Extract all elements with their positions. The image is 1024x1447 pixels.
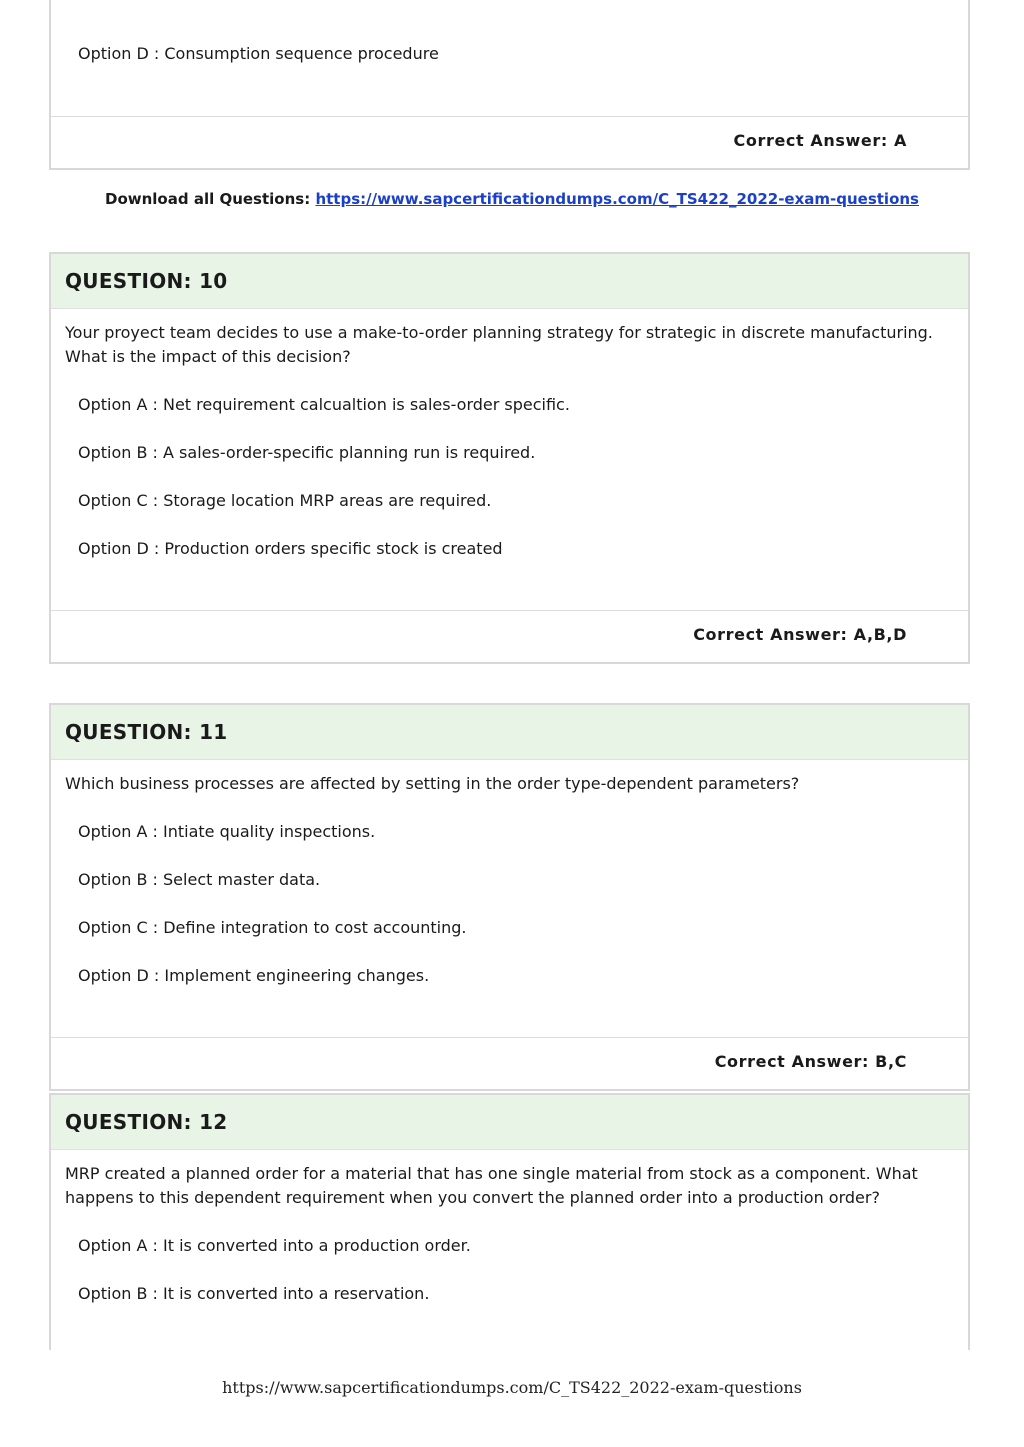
download-label: Download all Questions: xyxy=(105,190,311,208)
correct-answer: Correct Answer: A,B,D xyxy=(693,625,907,644)
question-text: Which business processes are affected by setting in the order type-dependent parameters? xyxy=(65,774,800,793)
answer-row xyxy=(51,116,968,168)
question-text: Your proyect team decides to use a make-to-order planning strategy for strategic in discrete manufacturing. What is the impact of this decision? xyxy=(65,323,933,366)
option-d[interactable]: Option D : Production orders specific stock is created xyxy=(78,539,503,558)
download-link[interactable]: https://www.sapcertificationdumps.com/C_TS422_2022-exam-questions xyxy=(315,190,919,208)
option-c[interactable]: Option C : Storage location MRP areas are required. xyxy=(78,491,492,510)
answer-row xyxy=(51,610,968,662)
option-b[interactable]: Option B : Select master data. xyxy=(78,870,321,889)
option-c[interactable]: Option C : Define integration to cost accounting. xyxy=(78,918,467,937)
question-card-12 xyxy=(49,1093,970,1350)
correct-answer: Correct Answer: B,C xyxy=(714,1052,907,1071)
option-d: Option D : Consumption sequence procedure xyxy=(78,44,439,63)
option-a[interactable]: Option A : Net requirement calcualtion is sales-order specific. xyxy=(78,395,570,414)
question-text: MRP created a planned order for a material that has one single material from stock as a component. What happens to this dependent requirement when you convert the planned order into a production order? xyxy=(65,1164,918,1207)
question-title: QUESTION: 10 xyxy=(51,254,968,309)
question-card-9-tail xyxy=(49,0,970,170)
question-card-10 xyxy=(49,252,970,664)
question-card-11 xyxy=(49,703,970,1091)
option-a[interactable]: Option A : It is converted into a production order. xyxy=(78,1236,471,1255)
page-footer-url: https://www.sapcertificationdumps.com/C_TS422_2022-exam-questions xyxy=(222,1378,802,1397)
option-d[interactable]: Option D : Implement engineering changes. xyxy=(78,966,430,985)
correct-answer: Correct Answer: A xyxy=(733,131,907,150)
answer-row xyxy=(51,1037,968,1089)
question-title: QUESTION: 11 xyxy=(51,705,968,760)
question-title: QUESTION: 12 xyxy=(51,1095,968,1150)
download-line xyxy=(0,190,1024,208)
option-a[interactable]: Option A : Intiate quality inspections. xyxy=(78,822,376,841)
option-b[interactable]: Option B : A sales-order-specific planning run is required. xyxy=(78,443,536,462)
option-b[interactable]: Option B : It is converted into a reservation. xyxy=(78,1284,430,1303)
